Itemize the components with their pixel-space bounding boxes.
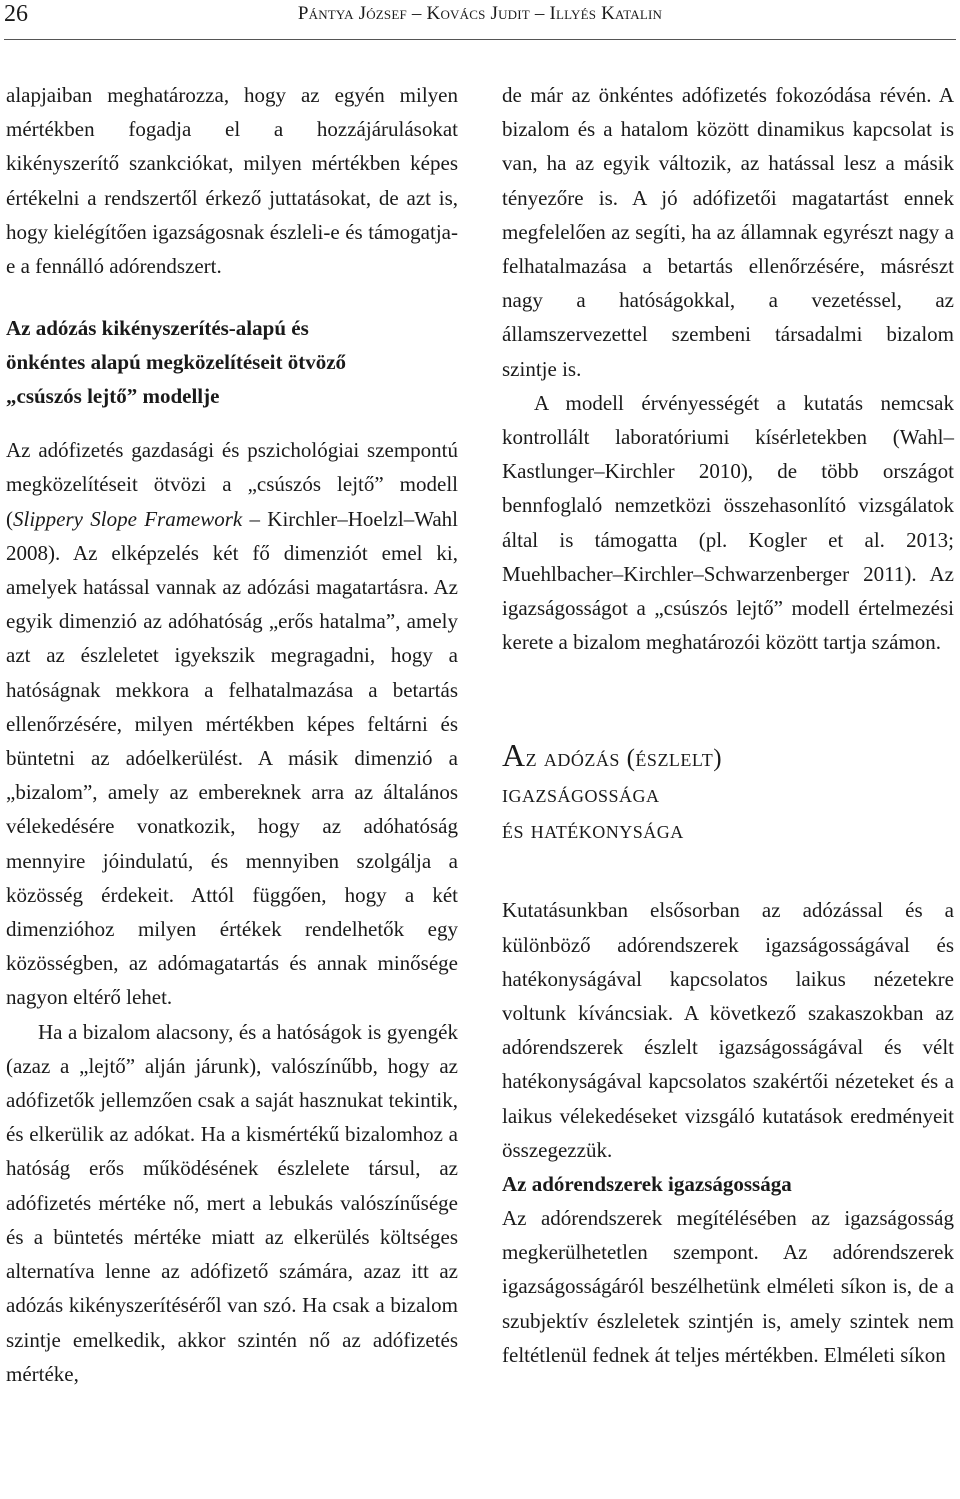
left-paragraph-2-rest: – Kirchler–Hoelzl–Wahl 2008). Az elképzelés két fő dimenziót emel ki, amelyek hatással vannak az adózási magatartásra. Az egyik dimenzió az adóhatóság „erős hatalma”, amely azt az észleletet igyekszik megragadni, hogy a hatóságnak mekkora a felhatalmazása a betartás ellenőrzésére, milyen mértékben képes feltárni és büntetni az adóelkerülést. A másik dimenzió a „bizalom”, amely az embereknek arra az általános vélekedésére vonatkozik, hogy az adóhatóság mennyire jóindulatú, és mennyiben szolgálja a közösség érdekeit. Attól függően, hogy a két dimenzióhoz milyen értékek rendelhetők egy közösségben, az adómagatartás és annak minősége nagyon eltérő lehet. <box>6 506 459 1010</box>
left-paragraph-2 <box>6 433 458 1014</box>
section-title <box>502 737 954 849</box>
section-title-initial: A <box>502 737 526 774</box>
right-paragraph-4: Az adórendszerek megítélésében az igazságosság megkerülhetetlen szempont. Az adórendszerek igazságosságáról beszélhetünk elméleti síkon is, de a szubjektív észleletek szintjén is, amely szintek nem feltétlenül fednek át teljes mértékben. Elméleti síkon <box>502 1206 954 1367</box>
left-paragraph-1: alapjaiban meghatározza, hogy az egyén milyen mértékben fogadja el a hozzájárulásokat kikényszerítő szankciókat, milyen mértékben képes értékelni a rendszertől érkező juttatásokat, de azt is, hogy kielégítően igazságosnak észleli-e és támogatja-e a fennálló adórendszert. <box>6 83 458 279</box>
header-rule <box>4 39 956 40</box>
section-title-line-3: és hatékonysága <box>502 817 684 845</box>
left-paragraph-3: Ha a bizalom alacsony, és a hatóságok is gyengék (azaz a „lejtő” alján járunk), valószínűbb, hogy az adófizetők jellemzően csak a saját hasznukat tekintik, és elkerülik az adókat. Ha a kismértékű bizalomhoz a hatóság erős működésének észlelete társul, az adófizetés mértéke nő, mert a lebukás valószínűsége és a büntetés mértéke miatt az elkerülés költséges alternatíva lenne az adófizető számára, azaz itt az adózás kikényszerítéséről van szó. Ha csak a bizalom szintje emelkedik, akkor szintén nő az adófizetés mértéke, <box>6 1019 458 1386</box>
model-heading <box>6 311 458 413</box>
subsection-heading: Az adórendszerek igazságossága <box>502 1172 792 1197</box>
section-title-line-2: igazságossága <box>502 781 660 809</box>
model-heading-line-1: Az adózás kikényszerítés-alapú és <box>6 316 309 341</box>
slippery-slope-term: Slippery Slope Framework <box>13 506 243 531</box>
section-title-line-1-rest: z adózás (észlelt) <box>525 745 723 773</box>
page-number: 26 <box>4 1 28 27</box>
left-paragraph-2-start: Az adófizetés gazdasági és pszichológiai szempontú megközelítéseit ötvözi a „csúszós lejtő” modell ( <box>6 438 458 531</box>
right-paragraph-3: Kutatásunkban elsősorban az adózással és a különböző adórendszerek igazságosságával és hatékonyságával kapcsolatos laikus nézetekre voltunk kíváncsiak. A következő szakaszokban az adórendszerek észlelt igazságosságával és vélt hatékonyságával kapcsolatos szakértői nézeteket és a laikus vélekedéseket vizsgáló kutatások eredményeit összegezzük. <box>502 898 954 1162</box>
model-heading-line-3: „csúszós lejtő” modellje <box>6 384 220 409</box>
section-title-line-1 <box>502 737 954 777</box>
right-paragraph-1: de már az önkéntes adófizetés fokozódása révén. A bizalom és a hatalom között dinamikus kapcsolat is van, ha az egyik változik, az hatással lesz a másik tényezőre is. A jó adófizetői magatartást ennek megfelelően az segíti, ha az államnak egyrészt nagy a felhatalmazása a betartás ellenőrzésére, másrészt nagy a hatóságokkal, a vezetéssel, az államszervezettel szembeni társadalmi bizalom szintje is. <box>502 83 954 381</box>
model-heading-line-2: önkéntes alapú megközelítéseit ötvöző <box>6 350 347 375</box>
left-column <box>6 78 458 1391</box>
right-column <box>502 78 954 1372</box>
right-paragraph-2: A modell érvényességét a kutatás nemcsak kontrollált laboratóriumi kísérletekben (Wahl–Kastlunger–Kirchler 2010), de több országot bennfoglaló nemzetközi összehasonlító vizsgálatok által is támogatta (pl. Kogler et al. 2013; Muehlbacher–Kirchler–Schwarzenberger 2011). Az igazságosságot a „csúszós lejtő” modell értelmezési kerete a bizalom meghatározói között tartja számon. <box>502 390 954 655</box>
running-head-authors: Pántya József – Kovács Judit – Illyés Katalin <box>297 3 663 24</box>
page-header <box>0 0 960 30</box>
